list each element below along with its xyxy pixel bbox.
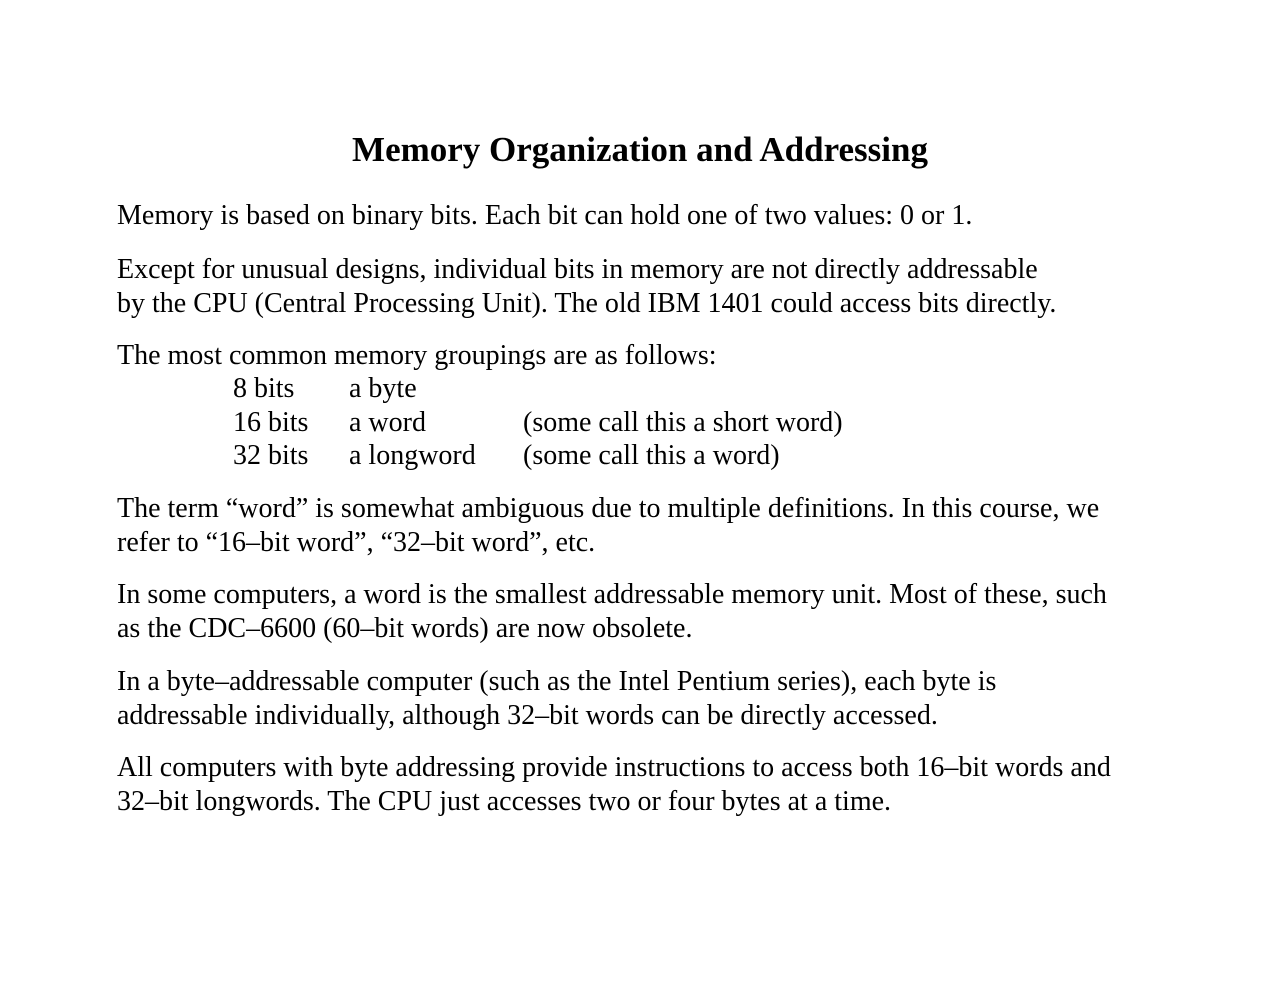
grouping-bits: 32 bits — [233, 440, 309, 471]
grouping-name: a longword — [349, 440, 476, 471]
grouping-row-longword — [0, 439, 1280, 473]
paragraph-word-term — [117, 492, 1217, 559]
grouping-bits: 8 bits — [233, 373, 295, 404]
paragraph-line: All computers with byte addressing provide instructions to access both 16–bit words and — [117, 752, 1111, 783]
grouping-name: a byte — [349, 373, 417, 404]
paragraph-line: by the CPU (Central Processing Unit). The old IBM 1401 could access bits directly. — [117, 287, 1057, 319]
paragraph-line: In a byte–addressable computer (such as the Intel Pentium series), each byte is — [117, 666, 997, 697]
grouping-bits: 16 bits — [233, 406, 309, 438]
paragraph-line: addressable individually, although 32–bit words can be directly accessed. — [117, 699, 938, 731]
paragraph-byte-addressable — [117, 665, 1217, 732]
grouping-note: (some call this a word) — [523, 440, 780, 471]
paragraph-line: Except for unusual designs, individual bits in memory are not directly addressable — [117, 254, 1038, 285]
grouping-row-word — [0, 406, 1280, 440]
groupings-table — [0, 372, 1280, 473]
grouping-note: (some call this a short word) — [523, 406, 843, 438]
paragraph-groupings-intro — [117, 339, 1217, 373]
paragraph-bit-addressing — [117, 253, 1217, 320]
paragraph-line: The most common memory groupings are as follows: — [117, 340, 717, 371]
grouping-row-byte — [0, 372, 1280, 406]
paragraph-line: as the CDC–6600 (60–bit words) are now obsolete. — [117, 612, 693, 644]
page-title: Memory Organization and Addressing — [352, 130, 928, 169]
paragraph-line: 32–bit longwords. The CPU just accesses two or four bytes at a time. — [117, 785, 892, 817]
paragraph-line: Memory is based on binary bits. Each bit can hold one of two values: 0 or 1. — [117, 200, 973, 231]
paragraph-word-addressable — [117, 578, 1217, 645]
paragraph-line: In some computers, a word is the smallest addressable memory unit. Most of these, such — [117, 579, 1107, 610]
paragraph-line: refer to “16–bit word”, “32–bit word”, etc. — [117, 526, 596, 558]
paragraph-line: The term “word” is somewhat ambiguous due to multiple definitions. In this course, we — [117, 493, 1100, 524]
paragraph-binary-bits — [117, 199, 1217, 233]
paragraph-byte-addressing-access — [117, 751, 1217, 818]
grouping-name: a word — [349, 406, 426, 438]
